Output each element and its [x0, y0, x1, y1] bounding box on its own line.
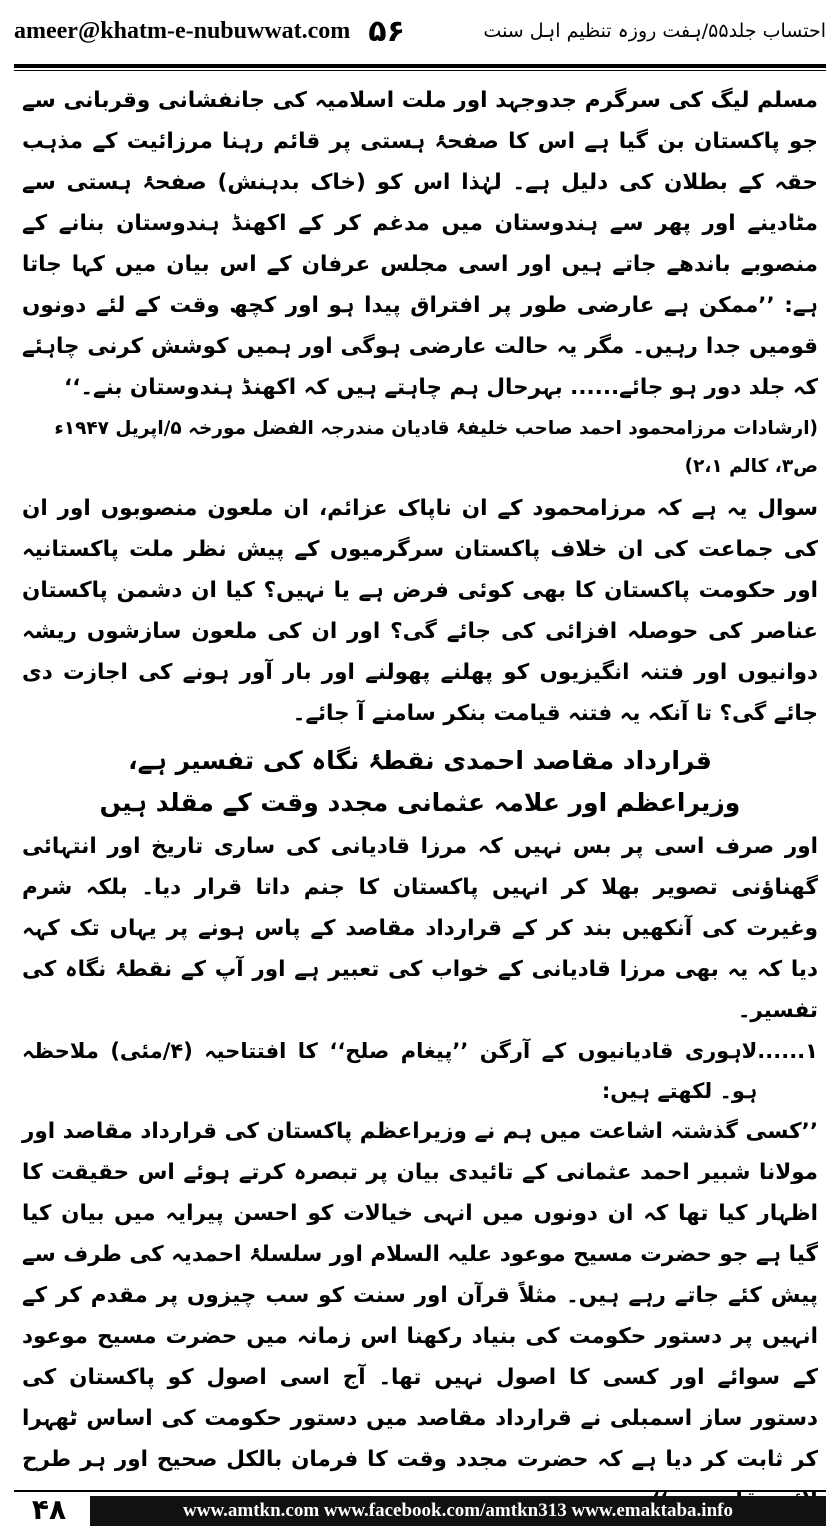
paragraph-4-quote: ’’کسی گذشتہ اشاعت میں ہم نے وزیراعظم پاکستان کی قرارداد مقاصد اور مولانا شبیر احمد عثمانی کے تائیدی بیان پر تبصرہ کرتے ہوئے اس حقیقت کا اظہار کیا تھا کہ ان دونوں میں انہی خیالات کو احسن پیرایہ میں بیان کیا گیا ہے جو حضرت مسیح موعود علیہ السلام اور سلسلۂ احمدیہ کی طرف سے پیش کئے جاتے رہے ہیں۔ مثلاً قرآن اور سنت کو سب چیزوں پر مقدم کر کے انہیں پر دستور حکومت کی بنیاد رکھنا اس زمانہ میں حضرت مسیح موعود کے سوائے اور کسی کا اصول نہیں تھا۔ آج اسی اصول کو پاکستان کی دستور ساز اسمبلی نے قرارداد مقاصد میں دستور حکومت کی اساس ٹھہرا کر ثابت کر دیا ہے کہ حضرت مجدد وقت کا فرمان بالکل صحیح اور ہر طرح: [22, 1119, 818, 1472]
citation: (ارشادات مرزامحمود احمد صاحب خلیفۂ قادیان مندرجہ الفضل مورخہ ۵/اپریل ۱۹۴۷ء ص۳، کالم ۲،۱): [54, 418, 818, 477]
journal-title: احتساب جلد۵۵/ہفت روزہ تنظیم اہل سنت: [483, 20, 826, 42]
paragraph-2: سوال یہ ہے کہ مرزامحمود کے ان ناپاک عزائم، ان ملعون منصوبوں اور ان کی جماعت کی ان خلاف پاکستان سرگرمیوں کے پیش نظر ملت پاکستانیہ اور حکومت پاکستان کا بھی کوئی فرض ہے یا نہیں؟ کیا ان دشمن پاکستان عناصر کی حوصلہ افزائی کی جائے گی؟ اور ان کی ملعون سازشوں ریشہ دوانیوں اور فتنہ انگیزیوں کو پھلنے پھولنے اور بار آور ہونے کی اجازت دی جائے گی؟ تا آنکہ یہ فتنہ قیامت بنکر سامنے آ جائے۔: [22, 496, 818, 726]
list-text: لاہوری قادیانیوں کے آرگن ’’پیغام صلح‘‘ کا افتتاحیہ (۴/مئی) ملاحظہ ہو۔ لکھتے ہیں:: [22, 1039, 758, 1103]
page-body: [22, 80, 818, 1472]
paragraph-1: مسلم لیگ کی سرگرم جدوجہد اور ملت اسلامیہ کی جانفشانی وقربانی سے جو پاکستان بن گیا ہے اس کا صفحۂ ہستی پر قائم رہنا مرزائیت کے مذہب حقہ کے بطلان کی دلیل ہے۔ لہٰذا اس کو (خاک بدہنش) صفحۂ ہستی سے مٹادینے اور پھر سے ہندوستان میں مدغم کر کے اکھنڈ ہندوستان بنانے کے منصوبے باندھے جاتے ہیں اور اسی مجلس عرفان کے اس بیان میں کہا جاتا ہے: ’’ممکن ہے عارضی طور پر افتراق پیدا ہو اور کچھ وقت کے لئے دونوں قومیں جدا رہیں۔ مگر یہ حالت عارضی ہوگی اور ہمیں کوشش کرنی چاہئے کہ جلد دور ہو جائے...... بہرحال ہم چاہتے ہیں کہ اکھنڈ ہندوستان بنے۔‘‘: [22, 88, 818, 400]
header-rule-thick: [14, 64, 826, 68]
heading-line-2: وزیراعظم اور علامہ عثمانی مجدد وقت کے مقلد ہیں: [99, 788, 741, 817]
header-rule-thin: [14, 70, 826, 71]
section-heading: [22, 740, 818, 824]
page-header: [14, 0, 826, 62]
list-marker: ۱......: [757, 1039, 818, 1063]
footer-page-number: ۴۸: [31, 1492, 67, 1526]
page-footer: [14, 1490, 826, 1528]
header-left: [14, 14, 405, 49]
heading-line-1: قرارداد مقاصد احمدی نقطۂ نگاہ کی تفسیر ہے،: [128, 746, 712, 775]
header-email: ameer@khatm-e-nubuwwat.com: [14, 17, 351, 44]
list-item-1: [22, 1031, 818, 1111]
footer-rule: [14, 1490, 826, 1492]
paragraph-3: اور صرف اسی پر بس نہیں کہ مرزا قادیانی کی ساری تاریخ اور انتہائی گھناؤنی تصویر بھلا کر انہیں پاکستان کا جنم داتا قرار دیا۔ بلکہ شرم وغیرت کی آنکھیں بند کر کے قرارداد مقاصد کے پاس ہونے پر یہاں تک کہہ دیا کہ یہ بھی مرزا قادیانی کے خواب کی تعبیر ہے اور آپ کے نقطۂ نگاہ کی تفسیر۔: [22, 834, 818, 1023]
footer-websites[interactable]: www.amtkn.com www.facebook.com/amtkn313 www.emaktaba.info: [90, 1496, 826, 1526]
header-page-number: ۵۶: [368, 13, 405, 49]
